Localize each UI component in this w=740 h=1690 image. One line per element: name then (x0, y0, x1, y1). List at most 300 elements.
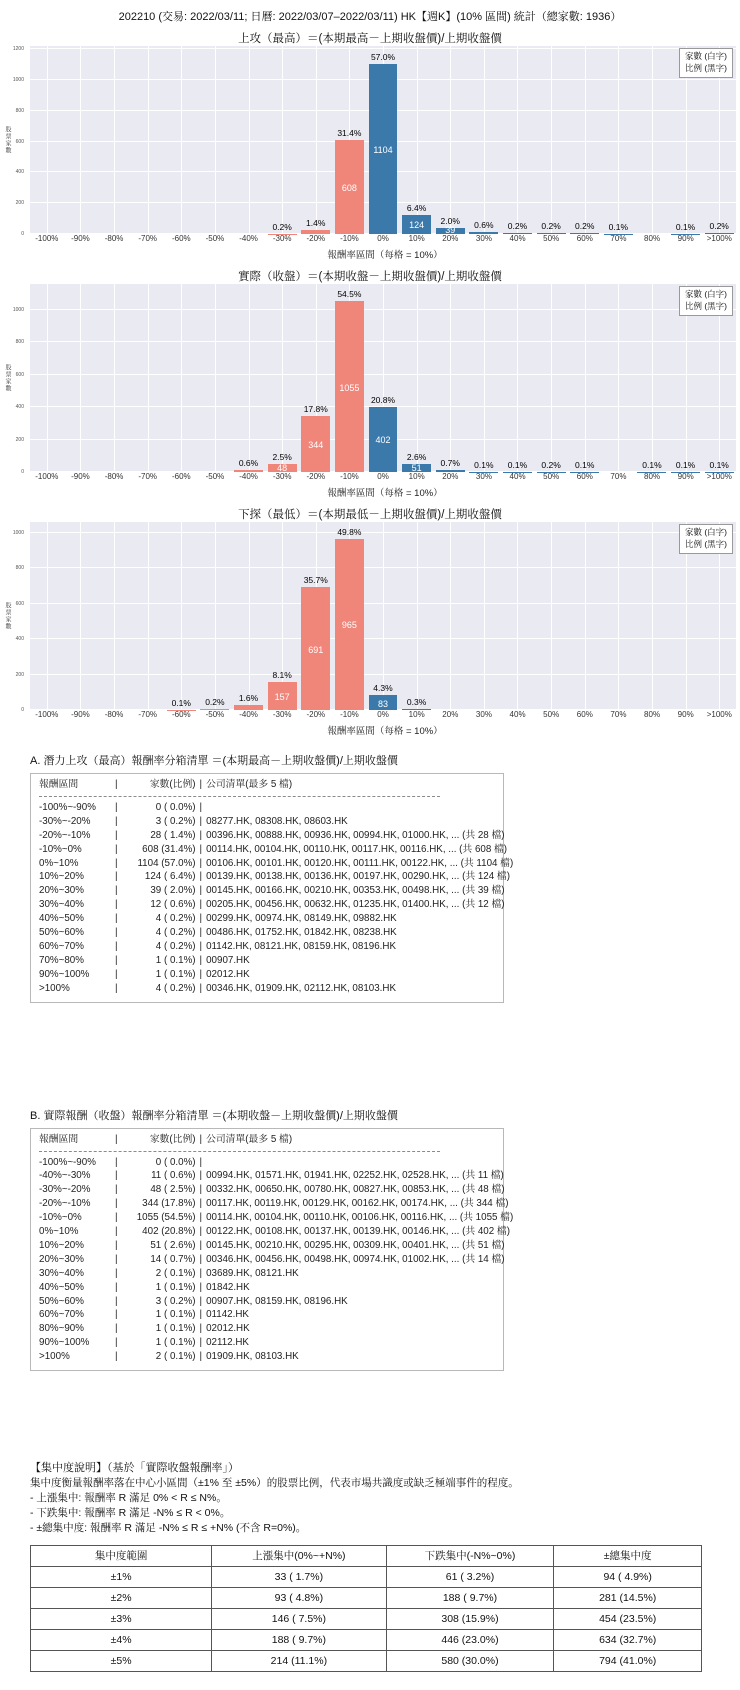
bar-count-label: 1104 (373, 144, 393, 155)
column-separator: | (115, 1267, 118, 1279)
x-tick-label: -50% (205, 234, 225, 243)
bin-row (39, 954, 495, 968)
bar-count-label: 344 (308, 440, 324, 451)
table-cell: ±2% (31, 1588, 212, 1609)
column-separator: | (115, 1309, 118, 1321)
bar-pct-label: 8.1% (272, 670, 292, 681)
column-separator: | (115, 1226, 118, 1238)
bar-pct-label: 0.1% (507, 459, 528, 470)
x-tick-label: 40% (509, 710, 526, 719)
x-tick-label: 50% (543, 234, 560, 243)
x-tick-label: -70% (138, 472, 158, 481)
gridline (114, 284, 115, 472)
column-separator: | (199, 829, 203, 841)
x-tick-label: 30% (475, 710, 492, 719)
bar-slot (501, 284, 535, 472)
bin-range: 40%~50% (39, 913, 84, 925)
bar-pct-label: 0.1% (474, 459, 494, 470)
bin-row (39, 1169, 504, 1183)
column-separator: | (115, 1253, 118, 1265)
column-separator: | (115, 1170, 118, 1182)
table-cell: 281 (14.5%) (554, 1588, 702, 1609)
bin-count: 1 ( 0.1%) (155, 1337, 196, 1349)
bin-list-header (39, 1133, 495, 1147)
bin-count: 4 ( 0.2%) (155, 940, 196, 952)
table-cell: 308 (15.9%) (386, 1609, 554, 1630)
bin-count: 2 ( 0.1%) (155, 1267, 196, 1279)
x-axis (30, 234, 736, 247)
y-tick-label: 400 (15, 404, 24, 411)
table-cell: 188 ( 9.7%) (386, 1588, 554, 1609)
x-tick-label: 0% (377, 234, 389, 243)
x-tick-label: 0% (377, 472, 389, 481)
bar-40% (503, 233, 532, 234)
bar-pct-label: 0.2% (507, 221, 528, 232)
table-row (31, 1588, 702, 1609)
bin-range: 50%~60% (39, 927, 84, 939)
bin-count: 28 ( 1.4%) (150, 829, 196, 841)
bin-row (39, 1267, 495, 1281)
column-separator: | (199, 1351, 203, 1363)
y-tick-label: 200 (15, 200, 24, 207)
bar-50% (537, 233, 566, 234)
bar-slot (299, 284, 333, 472)
bin-row (39, 898, 505, 912)
bar-pct-label: 0.1% (709, 459, 729, 470)
x-tick-label: -10% (340, 472, 359, 481)
bar-slot (265, 284, 299, 472)
x-tick-label: -50% (205, 472, 225, 481)
column-separator: | (115, 1212, 118, 1224)
bin-range: 80%~90% (39, 1323, 84, 1335)
bar-slot (232, 284, 266, 472)
bin-companies: 00332.HK, 00650.HK, 00780.HK, 00827.HK, 00853.HK, ... (共 48 檔) (206, 1184, 505, 1196)
table-cell: 61 ( 3.2%) (386, 1567, 554, 1588)
table-cell: 214 (11.1%) (212, 1651, 386, 1672)
bar-slot (333, 46, 367, 234)
x-tick-label: >100% (706, 234, 732, 243)
y-tick-label: 200 (15, 436, 24, 443)
bar-pct-label: 1.4% (306, 217, 326, 228)
table-header-cell: 下跌集中(-N%~0%) (386, 1546, 554, 1567)
table-cell: 634 (32.7%) (554, 1630, 702, 1651)
column-separator: | (115, 885, 118, 897)
bin-row (39, 1308, 495, 1322)
bin-companies: 00346.HK, 00456.HK, 00498.HK, 00974.HK, 01002.HK, ... (共 14 檔) (206, 1253, 505, 1265)
column-separator: | (199, 1156, 203, 1168)
x-tick-label: 20% (442, 234, 459, 243)
bin-range: 90%~100% (39, 968, 90, 980)
bin-row (39, 1211, 514, 1225)
y-tick-label: 1000 (12, 306, 24, 313)
page-title: 202210 (交易: 2022/03/11; 日曆: 2022/03/07–2022/03/11) HK【週K】(10% 區間) 統計（總家數: 1936） (118, 11, 622, 23)
bar-count-label: 691 (308, 644, 324, 655)
legend-entry: 家數 (白字) (684, 527, 727, 537)
bin-companies: 00346.HK, 01909.HK, 02112.HK, 08103.HK (206, 982, 396, 994)
bar-slot (433, 46, 467, 234)
bar--20% (301, 230, 330, 234)
divider-line (39, 796, 440, 797)
column-separator: | (115, 1281, 118, 1293)
bar-pct-label: 0.1% (675, 459, 696, 470)
bar-count-label: 48 (277, 463, 288, 473)
x-tick-label: -40% (239, 472, 258, 481)
column-separator: | (199, 1212, 203, 1224)
bin-count: 1104 (57.0%) (137, 857, 196, 869)
bar-pct-label: 54.5% (337, 289, 362, 300)
bar->100% (705, 233, 734, 234)
gridline (148, 284, 149, 472)
gridline (652, 46, 653, 234)
column-separator: | (199, 815, 203, 827)
bin-companies: 00114.HK, 00104.HK, 00110.HK, 00117.HK, 00116.HK, ... (共 608 檔) (206, 843, 508, 855)
x-tick-label: -50% (205, 710, 225, 719)
bin-companies: 00486.HK, 01752.HK, 01842.HK, 08238.HK (206, 927, 397, 939)
x-tick-label: -20% (306, 472, 326, 481)
bin-companies: 00994.HK, 01571.HK, 01941.HK, 02252.HK, 02528.HK, ... (共 11 檔) (206, 1170, 504, 1182)
legend-entry: 比例 (黑字) (684, 300, 727, 311)
table-cell: 794 (41.0%) (554, 1651, 702, 1672)
y-tick-label: 1000 (12, 529, 24, 536)
column-separator: | (199, 779, 203, 790)
column-separator: | (199, 843, 203, 855)
bin-row (39, 1253, 505, 1267)
bin-companies: 02012.HK (206, 968, 250, 980)
column-separator: | (199, 1226, 203, 1238)
x-tick-label: -30% (272, 234, 292, 243)
gridline (80, 46, 81, 234)
x-tick-label: 20% (442, 472, 459, 481)
y-axis-label: 股票家數 (4, 126, 10, 154)
y-tick-label: 1200 (12, 46, 24, 53)
bin-companies: 01842.HK (206, 1281, 250, 1293)
bar-60% (570, 233, 599, 234)
bar-slot (333, 522, 367, 710)
table-header-cell: ±總集中度 (554, 1546, 702, 1567)
column-separator: | (199, 1267, 203, 1279)
bin-row (39, 940, 495, 954)
bar-pct-label: 2.5% (272, 452, 292, 463)
bin-count: 12 ( 0.6%) (150, 899, 196, 911)
bin-companies: 00907.HK, 08159.HK, 08196.HK (206, 1295, 348, 1307)
bin-companies: 02012.HK (206, 1323, 250, 1335)
bin-count: 402 (20.8%) (142, 1226, 196, 1238)
x-tick-label: 80% (644, 710, 661, 719)
bin-row (39, 815, 495, 829)
y-tick-label: 600 (15, 600, 24, 607)
bin-companies: 00396.HK, 00888.HK, 00936.HK, 00994.HK, 01000.HK, ... (共 28 檔) (206, 829, 505, 841)
column-separator: | (199, 940, 203, 952)
gridline (80, 522, 81, 710)
bar-slot (366, 284, 400, 472)
x-tick-label: 50% (543, 472, 560, 481)
y-tick-label: 800 (15, 107, 24, 114)
bin-row (39, 857, 514, 871)
gridline (450, 522, 451, 710)
bin-row (39, 1239, 505, 1253)
chart-title: 上攻（最高）＝(本期最高－上期收盤價)/上期收盤價 (238, 33, 502, 45)
y-tick-label: 0 (21, 469, 24, 475)
bin-range: 20%~30% (39, 1253, 84, 1265)
column-separator: | (115, 1337, 118, 1349)
column-separator: | (199, 857, 203, 869)
table-header-row (31, 1546, 702, 1567)
section-heading: B. 實際報酬（收盤）報酬率分箱清單 ＝(本期收盤－上期收盤價)/上期收盤價 (30, 1109, 398, 1122)
table-header-cell: 集中度範圍 (31, 1546, 212, 1567)
concentration-heading: 【集中度說明】（基於「實際收盤報酬率」） (30, 1462, 239, 1475)
section-heading: A. 潛力上攻（最高）報酬率分箱清單 ＝(本期最高－上期收盤價)/上期收盤價 (30, 755, 398, 767)
table-cell: ±4% (31, 1630, 212, 1651)
bin-range: 30%~40% (39, 1267, 84, 1279)
bin-range: -100%~-90% (39, 801, 96, 813)
bar-slot (501, 46, 535, 234)
bin-count: 1 ( 0.1%) (155, 954, 196, 966)
x-tick-label: -100% (35, 472, 59, 481)
column-separator: | (115, 899, 118, 911)
bin-companies: 01142.HK, 08121.HK, 08159.HK, 08196.HK (206, 940, 396, 952)
gridline (148, 46, 149, 234)
x-tick-label: -30% (272, 472, 292, 481)
bar-20% (436, 470, 465, 472)
x-tick-label: 60% (576, 472, 593, 481)
concentration-table (30, 1545, 702, 1672)
column-separator: | (115, 857, 118, 869)
x-tick-label: >100% (706, 710, 732, 719)
table-cell: ±5% (31, 1651, 212, 1672)
bar-pct-label: 0.2% (205, 697, 225, 708)
bar-10% (402, 709, 431, 710)
table-cell: 94 ( 4.9%) (554, 1567, 702, 1588)
x-axis-label: 報酬率區間（每格 = 10%） (327, 726, 443, 737)
plot-area (30, 284, 736, 472)
col-header: 家數(比例) (149, 1133, 196, 1145)
bar-pct-label: 31.4% (337, 128, 362, 139)
column-separator: | (115, 1323, 118, 1335)
chart-body (4, 284, 736, 475)
bin-range: 20%~30% (39, 885, 84, 897)
bin-count: 1 ( 0.1%) (155, 1281, 196, 1293)
bin-companies: 00139.HK, 00138.HK, 00136.HK, 00197.HK, 00290.HK, ... (共 124 檔) (206, 871, 510, 883)
x-tick-label: 70% (610, 710, 627, 719)
table-cell: 454 (23.5%) (554, 1609, 702, 1630)
bin-count: 14 ( 0.7%) (150, 1253, 196, 1265)
bin-count: 3 ( 0.2%) (155, 1295, 196, 1307)
bin-row (39, 1295, 495, 1309)
x-tick-label: -80% (104, 234, 124, 243)
legend (679, 286, 733, 316)
x-axis-label: 報酬率區間（每格 = 10%） (327, 488, 443, 499)
bin-row (39, 829, 505, 843)
bar-slot (534, 284, 568, 472)
bin-row (39, 1336, 495, 1350)
bin-count: 3 ( 0.2%) (155, 815, 196, 827)
col-header: 公司清單(最多 5 檔) (206, 779, 293, 790)
gridline (249, 46, 250, 234)
x-tick-label: 90% (677, 234, 694, 243)
gridline (114, 46, 115, 234)
bar-slot (534, 46, 568, 234)
x-tick-label: 70% (610, 234, 627, 243)
bar-pct-label: 57.0% (370, 51, 396, 62)
bin-row (39, 1183, 505, 1197)
x-tick-label: -100% (35, 234, 59, 243)
bin-companies: 00145.HK, 00166.HK, 00210.HK, 00353.HK, 00498.HK, ... (共 39 檔) (206, 885, 505, 897)
bin-row (39, 884, 505, 898)
bin-companies: 00205.HK, 00456.HK, 00632.HK, 01235.HK, 01400.HK, ... (共 12 檔) (206, 899, 505, 911)
column-separator: | (115, 1351, 118, 1363)
bin-count: 1 ( 0.1%) (155, 1323, 196, 1335)
bar-pct-label: 0.2% (272, 221, 292, 232)
bin-range: 0%~10% (39, 1226, 79, 1238)
gridline (181, 46, 182, 234)
col-header: 報酬區間 (39, 1133, 79, 1145)
column-separator: | (115, 843, 118, 855)
bin-count: 1 ( 0.1%) (155, 1309, 196, 1321)
x-tick-label: 60% (576, 710, 593, 719)
gridline (517, 522, 518, 710)
bin-count: 4 ( 0.2%) (155, 913, 196, 925)
bin-count: 4 ( 0.2%) (155, 982, 196, 994)
bar-pct-label: 17.8% (303, 404, 328, 415)
bar--50% (200, 709, 229, 710)
bar-pct-label: 0.1% (675, 221, 696, 232)
x-tick-label: -60% (171, 472, 191, 481)
plot-area (30, 522, 736, 710)
table-cell: 446 (23.0%) (386, 1630, 554, 1651)
legend-entry: 比例 (黑字) (684, 538, 727, 549)
divider-line (39, 1151, 440, 1152)
column-separator: | (199, 1198, 203, 1210)
x-tick-label: -20% (306, 234, 326, 243)
column-separator: | (115, 954, 118, 966)
column-separator: | (199, 1337, 203, 1349)
bin-range: -10%~0% (39, 1212, 82, 1224)
bin-count: 51 ( 2.6%) (150, 1239, 196, 1251)
bar-pct-label: 0.1% (171, 697, 191, 708)
bin-count: 124 ( 6.4%) (144, 871, 196, 883)
bin-range: -40%~-30% (39, 1170, 91, 1182)
bar-slot (198, 522, 232, 710)
table-cell: 580 (30.0%) (386, 1651, 554, 1672)
y-tick-label: 400 (15, 169, 24, 176)
bar-slot (164, 522, 198, 710)
gridline (618, 284, 619, 472)
bar-pct-label: 35.7% (303, 575, 328, 586)
column-separator: | (199, 899, 203, 911)
bin-row (39, 1225, 510, 1239)
bin-row (39, 1156, 495, 1170)
bar-slot (232, 522, 266, 710)
legend (679, 524, 733, 554)
bar-slot (433, 284, 467, 472)
gridline (618, 522, 619, 710)
x-tick-label: -90% (71, 234, 90, 243)
bin-row (39, 1350, 495, 1364)
gridline (585, 522, 586, 710)
x-tick-label: 10% (408, 710, 425, 719)
column-separator: | (199, 954, 203, 966)
x-tick-label: -10% (340, 710, 359, 719)
bin-row (39, 1322, 495, 1336)
bar--40% (234, 705, 263, 710)
chart-body (4, 522, 736, 713)
bin-range: -20%~-10% (39, 1198, 91, 1210)
bin-count: 608 (31.4%) (142, 843, 196, 855)
column-separator: | (115, 815, 118, 827)
plot-area (30, 46, 736, 234)
bar-pct-label: 0.2% (541, 459, 561, 470)
column-separator: | (199, 1133, 203, 1145)
col-header: 家數(比例) (149, 779, 196, 790)
bin-companies: 08277.HK, 08308.HK, 08603.HK (206, 815, 348, 827)
x-tick-label: 70% (610, 472, 627, 481)
concentration-bullet: - ±總集中度: 報酬率 R 滿足 -N% ≤ R ≤ +N% (不含 R=0%)。 (30, 1522, 307, 1535)
bar-slot (265, 46, 299, 234)
bar-count-label: 51 (411, 463, 422, 473)
chart-upside-high (0, 30, 740, 262)
column-separator: | (199, 1253, 203, 1265)
bar-slot (568, 284, 602, 472)
x-tick-label: 0% (377, 710, 389, 719)
bar-slot (400, 284, 434, 472)
gridline (551, 522, 552, 710)
column-separator: | (115, 1133, 118, 1145)
bin-companies: 00117.HK, 00119.HK, 00129.HK, 00162.HK, 00174.HK, ... (共 344 檔) (206, 1198, 509, 1210)
bin-range: 60%~70% (39, 940, 84, 952)
bin-count: 11 ( 0.6%) (151, 1170, 196, 1182)
x-axis (30, 710, 736, 723)
x-tick-label: 80% (644, 472, 661, 481)
x-tick-label: -10% (340, 234, 359, 243)
x-tick-label: -20% (306, 710, 326, 719)
x-axis-label: 報酬率區間（每格 = 10%） (327, 250, 443, 261)
bin-row (39, 870, 510, 884)
column-separator: | (115, 1295, 118, 1307)
bar-count-label: 608 (341, 183, 357, 194)
y-tick-label: 200 (15, 671, 24, 678)
bin-range: 90%~100% (39, 1337, 90, 1349)
bin-companies: 00299.HK, 00974.HK, 08149.HK, 09882.HK (206, 913, 397, 925)
gridline (181, 284, 182, 472)
column-separator: | (199, 1295, 203, 1307)
bin-count: 48 ( 2.5%) (150, 1184, 196, 1196)
gridline (47, 522, 48, 710)
bar-slot (299, 522, 333, 710)
table-cell: 146 ( 7.5%) (212, 1609, 386, 1630)
column-separator: | (199, 927, 203, 939)
bar-count-label: 402 (375, 435, 391, 446)
chart-actual-close (0, 268, 740, 500)
bar-slot (400, 46, 434, 234)
bar-pct-label: 2.0% (440, 216, 460, 226)
column-separator: | (115, 982, 118, 994)
x-tick-label: -70% (138, 234, 158, 243)
bar-pct-label: 0.6% (238, 458, 259, 469)
column-separator: | (115, 1184, 118, 1196)
y-tick-label: 800 (15, 339, 24, 346)
column-separator: | (115, 940, 118, 952)
column-separator: | (199, 1309, 203, 1321)
y-axis-label: 股票家數 (4, 602, 10, 630)
bin-range: -30%~-20% (39, 815, 91, 827)
x-tick-label: -30% (272, 710, 292, 719)
bar-slot (299, 46, 333, 234)
legend-entry: 家數 (白字) (684, 51, 727, 61)
bin-range: 10%~20% (39, 871, 84, 883)
y-axis-label: 股票家數 (4, 364, 10, 392)
column-separator: | (115, 968, 118, 980)
gridline (652, 522, 653, 710)
